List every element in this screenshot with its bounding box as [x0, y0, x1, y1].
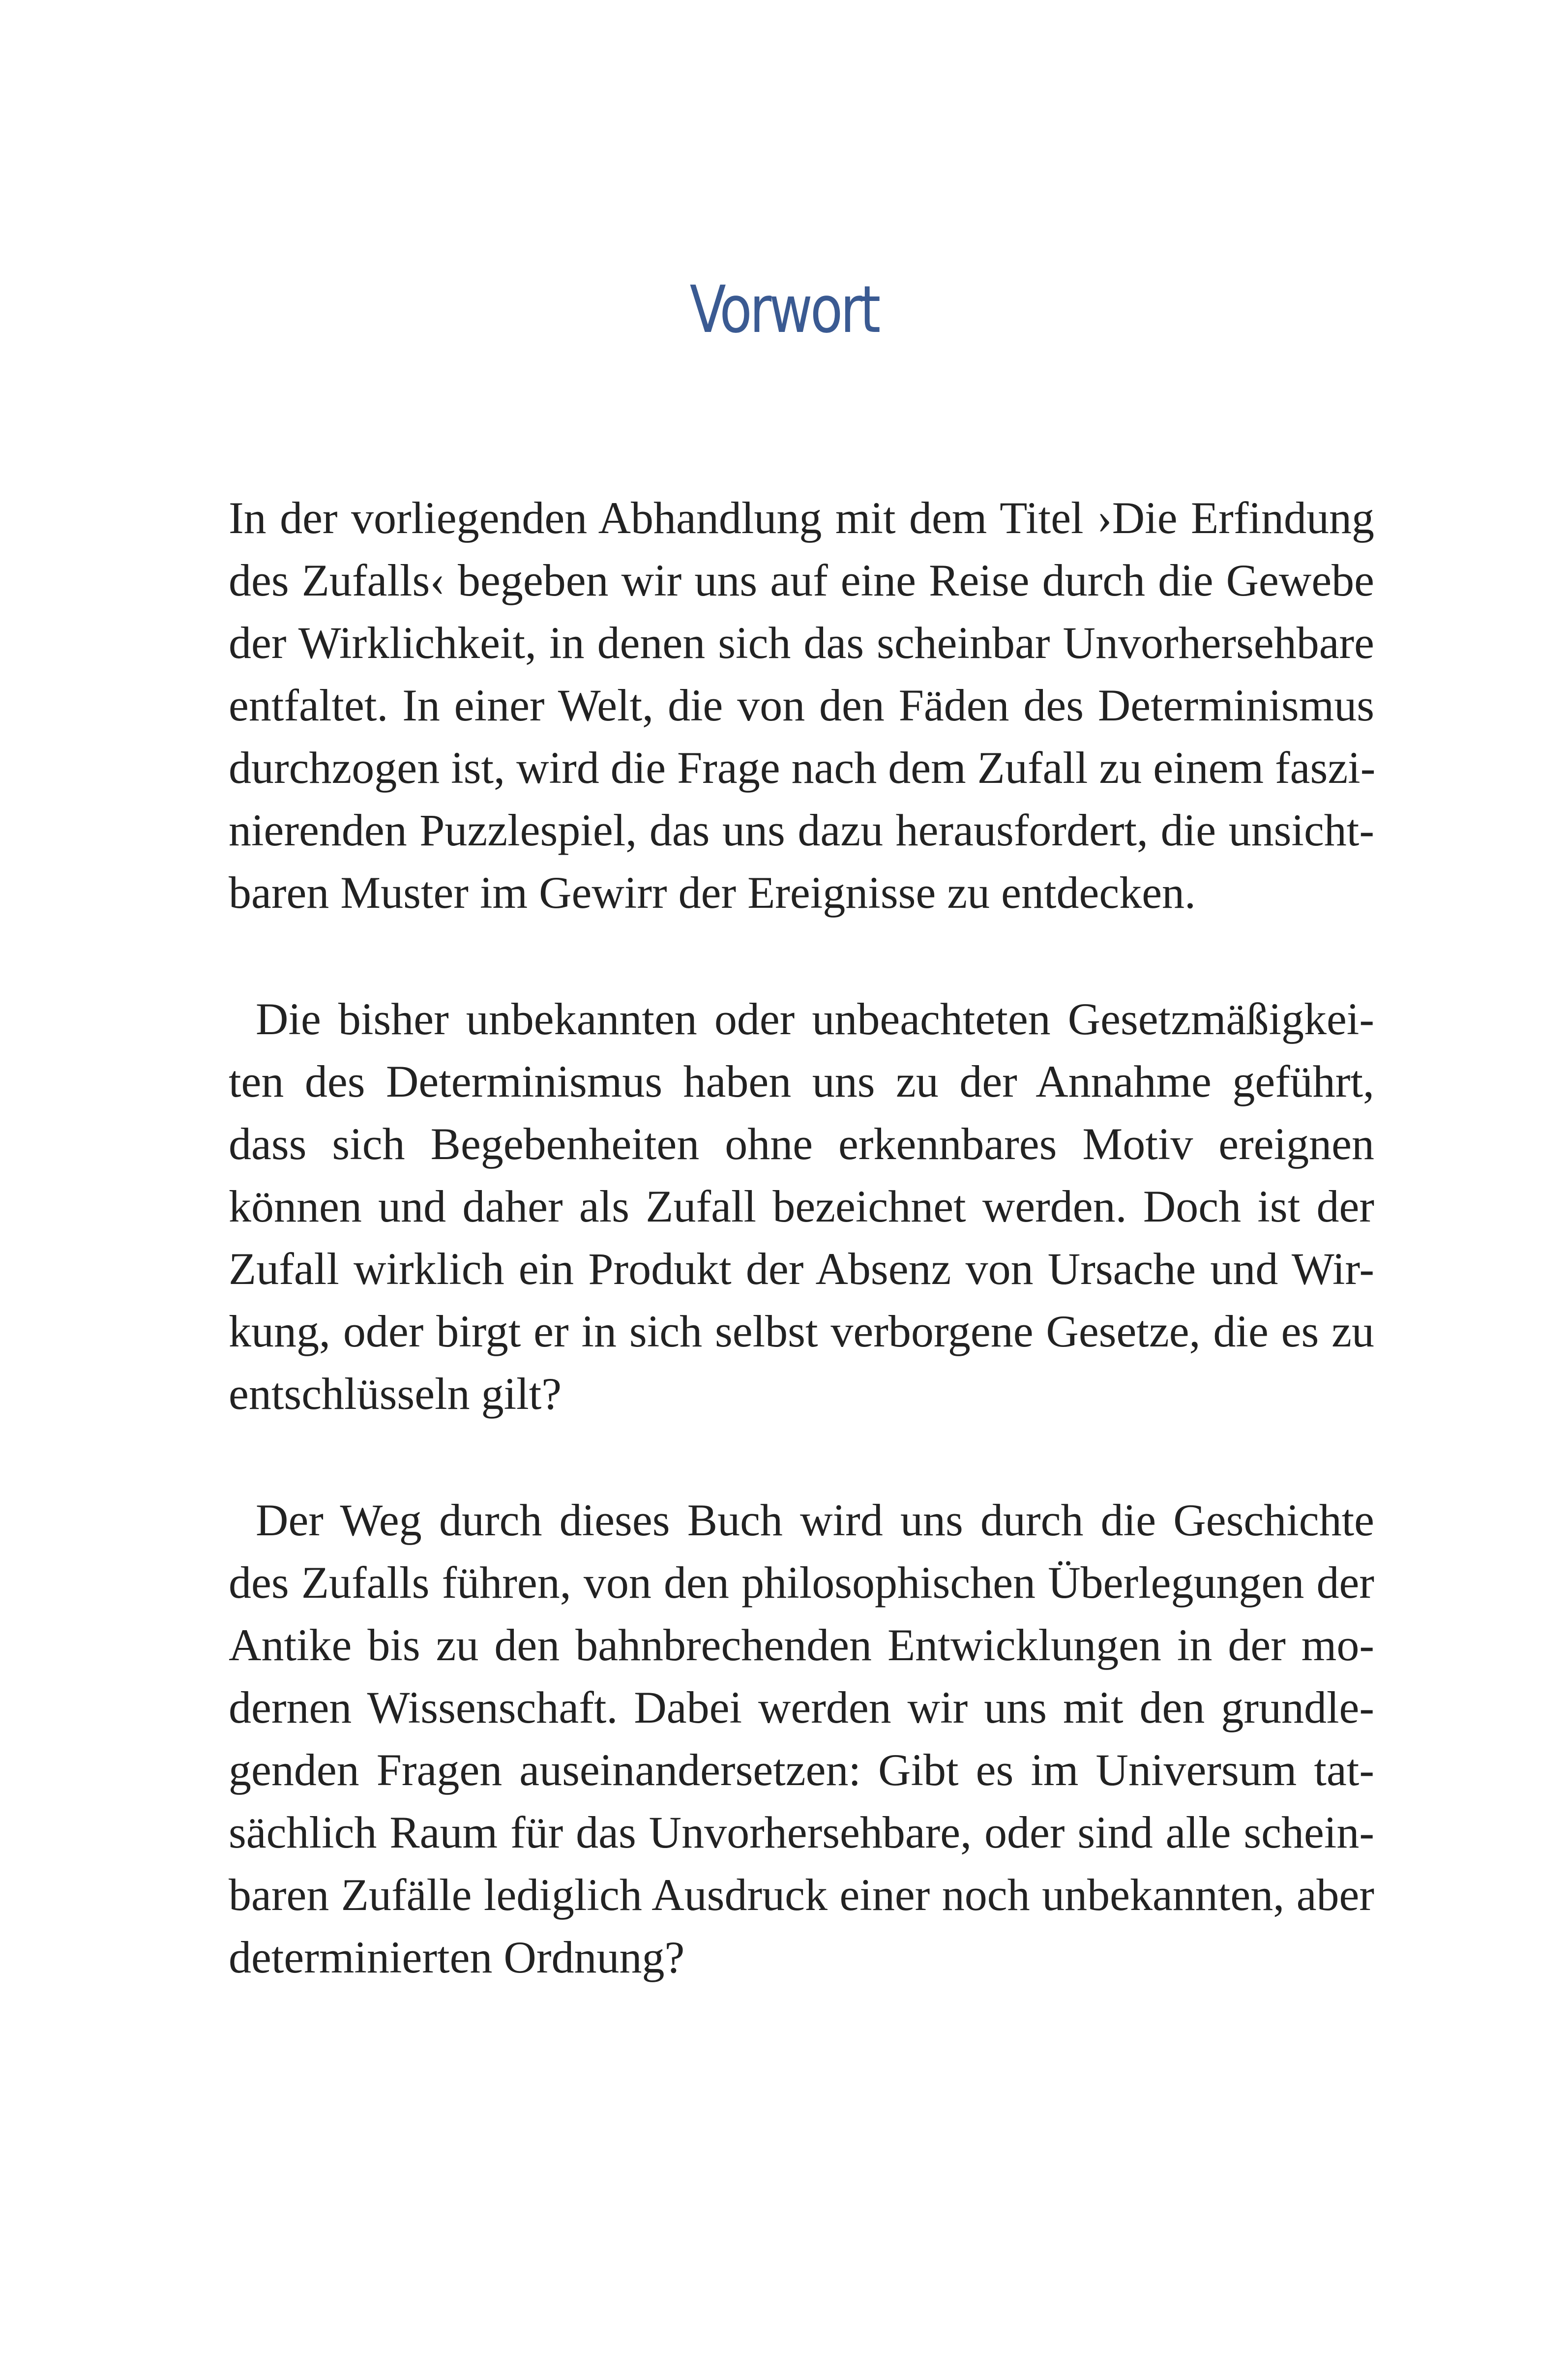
text-line: Antike bis zu den bahnbrechenden Entwicklungen in der mo-: [229, 1620, 1374, 1670]
text-line: genden Fragen auseinandersetzen: Gibt es im Universum tat-: [229, 1745, 1374, 1795]
text-line: der Wirklichkeit, in denen sich das scheinbar Unvorhersehbare: [229, 618, 1374, 668]
chapter-title: Vorwort: [689, 272, 879, 348]
text-line: ten des Determinismus haben uns zu der Annahme geführt,: [229, 1056, 1374, 1106]
paragraph-3: [229, 1489, 1374, 1989]
text-line: des Zufalls‹ begeben wir uns auf eine Reise durch die Gewebe: [229, 555, 1374, 605]
text-line: entschlüsseln gilt?: [229, 1369, 562, 1419]
text-line: des Zufalls führen, von den philosophischen Überlegungen der: [229, 1557, 1374, 1608]
text-line: In der vorliegenden Abhandlung mit dem Titel ›Die Erfindung: [229, 493, 1374, 543]
text-line: determinierten Ordnung?: [229, 1932, 685, 1982]
text-line: baren Zufälle lediglich Ausdruck einer noch unbekannten, aber: [229, 1870, 1374, 1920]
paragraph-1: [229, 487, 1374, 924]
text-line: entfaltet. In einer Welt, die von den Fäden des Determinismus: [229, 680, 1374, 730]
text-line: können und daher als Zufall bezeichnet werden. Doch ist der: [229, 1181, 1374, 1231]
text-line: kung, oder birgt er in sich selbst verborgene Gesetze, die es zu: [229, 1306, 1374, 1356]
text-line: nierenden Puzzlespiel, das uns dazu herausfordert, die unsicht-: [229, 805, 1374, 855]
text-line: dass sich Begebenheiten ohne erkennbares Motiv ereignen: [229, 1119, 1374, 1169]
text-line: durchzogen ist, wird die Frage nach dem Zufall zu einem faszi-: [229, 743, 1376, 793]
text-line: Der Weg durch dieses Buch wird uns durch die Geschichte: [256, 1495, 1374, 1545]
text-line: dernen Wissenschaft. Dabei werden wir uns mit den grundle-: [229, 1682, 1374, 1732]
text-line: baren Muster im Gewirr der Ereignisse zu entdecken.: [229, 867, 1196, 918]
text-line: sächlich Raum für das Unvorhersehbare, oder sind alle schein-: [229, 1807, 1374, 1857]
page-body: [229, 487, 1374, 1989]
text-line: Die bisher unbekannten oder unbeachteten Gesetzmäßigkei-: [256, 994, 1374, 1044]
paragraph-2: [229, 988, 1374, 1425]
text-line: Zufall wirklich ein Produkt der Absenz von Ursache und Wir-: [229, 1244, 1374, 1294]
